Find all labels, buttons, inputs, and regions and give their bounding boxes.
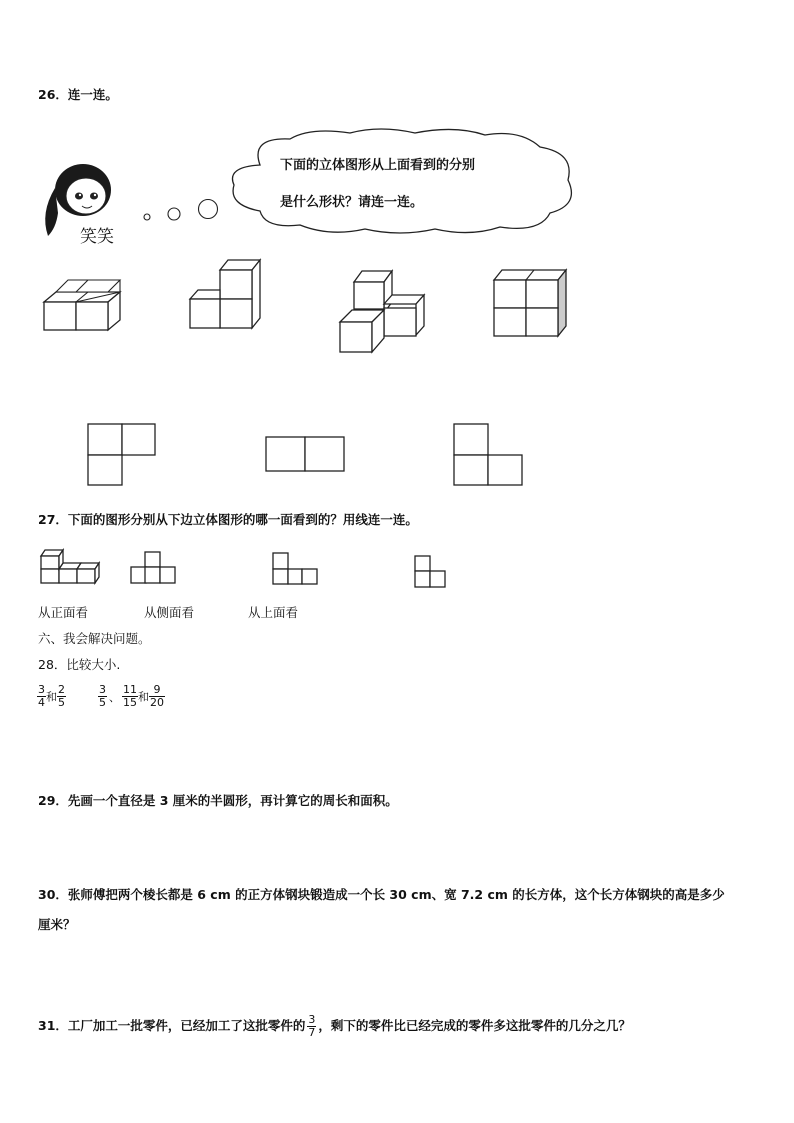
bubble-line-1: 下面的立体图形从上面看到的分别 (280, 158, 476, 173)
solid-figure-3 (338, 268, 428, 356)
q28-title: 28．比较大小. (38, 657, 121, 672)
fraction: $\frac{3}{7}$ (308, 1013, 316, 1039)
top-view-shape-3 (453, 423, 525, 487)
fraction: $\frac{2}{5}$ (58, 683, 65, 709)
q28-pair-1: $\frac{3}{4}$ 和 $\frac{2}{5}$ (38, 683, 65, 709)
view-label-side: 从侧面看 (144, 605, 195, 620)
q27-title: 27．下面的图形分别从下边立体图形的哪一面看到的？用线连一连。 (38, 512, 418, 527)
fraction: $\frac{3}{5}$ (99, 683, 106, 709)
speech-cloud (220, 125, 582, 237)
q28-pair-2: $\frac{3}{5}$ 、 $\frac{11}{15}$ 和 $\frac{9}{20}$ (99, 683, 164, 709)
solid-figure-1 (42, 276, 127, 334)
view-label-top: 从上面看 (248, 605, 299, 620)
fraction: $\frac{11}{15}$ (123, 683, 137, 709)
q29-title: 29．先画一个直径是 3 厘米的半圆形，再计算它的周长和面积。 (38, 793, 398, 808)
section-6-title: 六、我会解决问题。 (38, 631, 151, 646)
character-caption: 笑笑 (80, 227, 114, 247)
q26-title: 26．连一连。 (38, 87, 118, 102)
solid-figure-4 (492, 268, 570, 340)
solid-figure-2 (188, 258, 268, 333)
q27-view-c (414, 555, 448, 589)
top-view-shape-1 (87, 423, 159, 487)
q30-line-2: 厘米？ (38, 917, 76, 932)
thought-bubbles (138, 195, 228, 225)
bubble-line-2: 是什么形状？请连一连。 (280, 195, 424, 210)
q31-text: 31．工厂加工一批零件，已经加工了这批零件的 $\frac{3}{7}$ ，剩下的零件比已经完成的零件多这批零件的几分之几？ (38, 1013, 631, 1039)
q27-view-b (272, 552, 320, 586)
fraction: $\frac{9}{20}$ (150, 683, 164, 709)
view-label-front: 从正面看 (38, 605, 89, 620)
q27-solid-figure (39, 546, 101, 586)
q27-view-a (130, 551, 178, 585)
top-view-shape-2 (265, 436, 347, 474)
fraction: $\frac{3}{4}$ (38, 683, 45, 709)
q30-line-1: 30．张师傅把两个棱长都是 6 cm 的正方体钢块锻造成一个长 30 cm、宽 7.2 cm 的长方体，这个长方体钢块的高是多少 (38, 887, 725, 902)
